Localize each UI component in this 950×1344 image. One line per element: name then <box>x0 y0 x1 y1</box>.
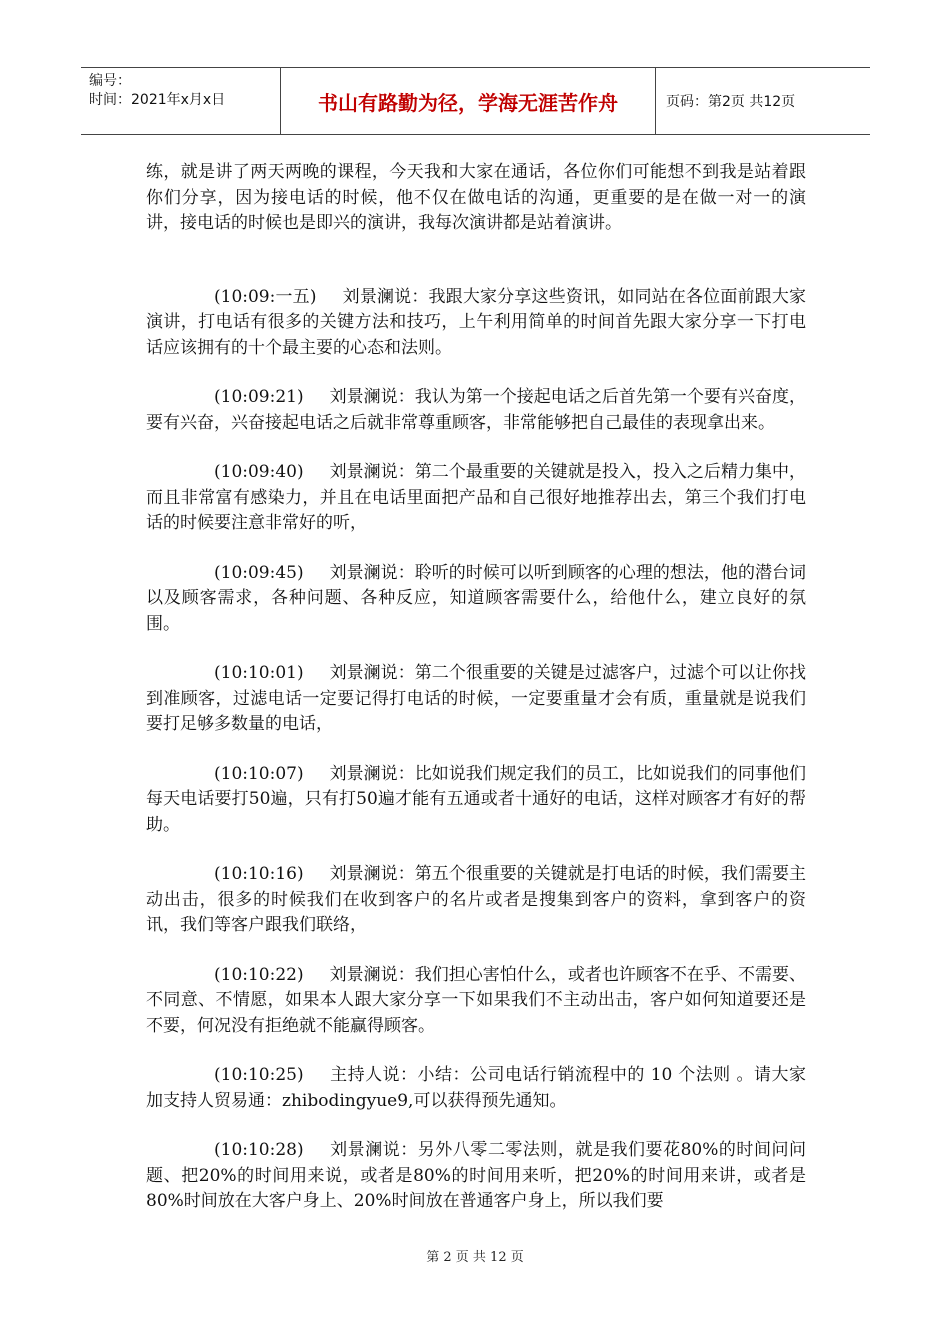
document-body <box>146 160 806 1239</box>
entry-timestamp: (10:10:22) <box>214 964 304 985</box>
transcript-entry <box>146 460 806 537</box>
transcript-entry <box>146 285 806 362</box>
entry-text: 主持人说：小结：公司电话行销流程中的 10 个法则 。请大家加支持人贸易通：zhibodingyue9,可以获得预先通知。 <box>146 1065 806 1111</box>
intro-paragraph: 练，就是讲了两天两晚的课程，今天我和大家在通话，各位你们可能想不到我是站着跟你们分享，因为接电话的时候，他不仅在做电话的沟通，更重要的是在做一对一的演讲，接电话的时候也是即兴的演讲，我每次演讲都是站着演讲。 <box>146 162 806 233</box>
entry-text: 刘景澜说：第二个最重要的关键就是投入，投入之后精力集中，而且非常富有感染力，并且在电话里面把产品和自己很好地推荐出去，第三个我们打电话的时候要注意非常好的听， <box>146 462 806 533</box>
entry-timestamp: (10:10:25) <box>214 1065 304 1085</box>
entry-timestamp: (10:10:01) <box>214 663 304 683</box>
transcript-entry <box>146 661 806 738</box>
entry-timestamp: (10:09:21) <box>214 387 304 407</box>
header-motto: 书山有路勤为径，学海无涯苦作舟 <box>281 68 656 134</box>
entry-text: 刘景澜说：第二个很重要的关键是过滤客户，过滤个可以让你找到准顾客，过滤电话一定要记得打电话的时候，一定要重量才会有质，重量就是说我们要打足够多数量的电话， <box>146 663 806 734</box>
transcript-entry <box>146 762 806 839</box>
entry-text: 刘景澜说：我们担心害怕什么，或者也许顾客不在乎、不需要、不同意、不情愿，如果本人跟大家分享一下如果我们不主动出击，客户如何知道要还是不要，何况没有拒绝就不能赢得顾客。 <box>146 964 806 1036</box>
entry-timestamp: (10:10:16) <box>214 864 304 884</box>
transcript-entry <box>146 385 806 436</box>
entry-timestamp: (10:09:45) <box>214 562 304 583</box>
transcript-entry <box>146 1063 806 1114</box>
entry-text: 刘景澜说：我跟大家分享这些资讯，如同站在各位面前跟大家演讲，打电话有很多的关键方法和技巧，上午利用简单的时间首先跟大家分享一下打电话应该拥有的十个最主要的心态和法则。 <box>146 286 807 358</box>
entry-timestamp: (10:09:40) <box>214 462 304 482</box>
entry-timestamp: (10:09:一五) <box>214 286 317 307</box>
transcript-entry <box>146 561 806 638</box>
entry-text: 刘景澜说：第五个很重要的关键就是打电话的时候，我们需要主动出击，很多的时候我们在收到客户的名片或者是搜集到客户的资料，拿到客户的资讯，我们等客户跟我们联络， <box>146 864 806 935</box>
entry-text: 刘景澜说：我认为第一个接起电话之后首先第一个要有兴奋度，要有兴奋，兴奋接起电话之后就非常尊重顾客，非常能够把自己最佳的表现拿出来。 <box>146 387 806 433</box>
entry-text: 刘景澜说：比如说我们规定我们的员工，比如说我们的同事他们每天电话要打50遍，只有打50遍才能有五通或者十通好的电话，这样对顾客才有好的帮助。 <box>146 763 806 835</box>
document-header <box>81 67 870 135</box>
page-footer: 第 2 页 共 12 页 <box>426 1250 524 1265</box>
header-meta <box>81 68 281 134</box>
entry-timestamp: (10:10:28) <box>214 1140 304 1160</box>
time-label: 时间：2021年x月x日 <box>89 92 226 108</box>
number-label: 编号： <box>89 73 131 89</box>
entry-text: 刘景澜说：另外八零二零法则，就是我们要花80%的时间问问题、把20%的时间用来说，或者是80%的时间用来听，把20%的时间用来讲，或者是80%时间放在大客户身上、20%时间放在普通客户身上，所以我们要 <box>146 1140 806 1211</box>
transcript-entry <box>146 1138 806 1215</box>
header-page-label: 页码：第2页 共12页 <box>666 94 796 110</box>
transcript-entry <box>146 862 806 939</box>
transcript-entries <box>146 285 806 1215</box>
entry-timestamp: (10:10:07) <box>214 763 304 784</box>
transcript-entry <box>146 963 806 1040</box>
entry-text: 刘景澜说：聆听的时候可以听到顾客的心理的想法，他的潜台词以及顾客需求，各种问题、各种反应，知道顾客需要什么，给他什么，建立良好的氛围。 <box>146 562 806 634</box>
